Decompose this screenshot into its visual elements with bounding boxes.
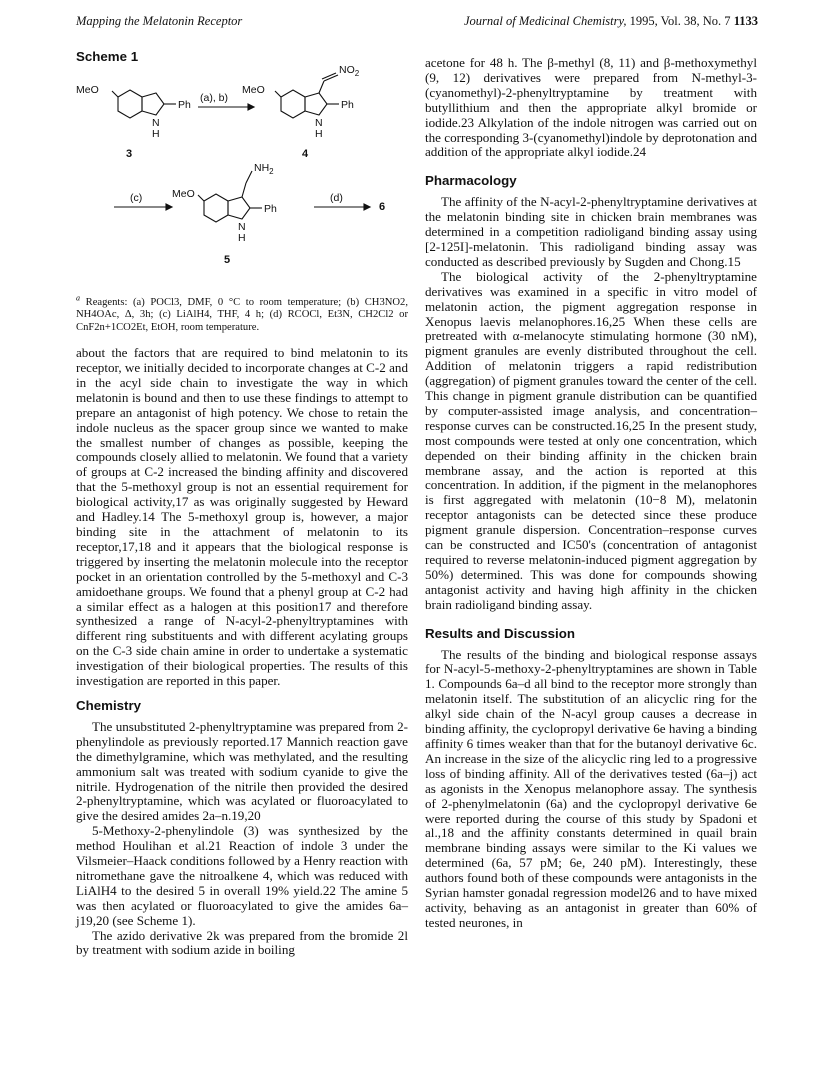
indole-structure-4 — [275, 73, 339, 118]
nh2-label: $NH_2$ — [254, 161, 274, 176]
ph-label-3: Ph — [178, 98, 191, 111]
step-c-label: (c) — [130, 191, 143, 204]
meo-label-3: MeO — [76, 83, 99, 96]
journal-name: Journal of Medicinal Chemistry, — [464, 14, 627, 28]
indole-structure-5 — [198, 171, 262, 222]
pharmacology-paragraph-2: The biological activity of the 2-phenyltryptamine derivatives was examined in a specific in vitro model of melatonin action, the pigment aggregation response in Xenopus laevis melanophores.16,25 When these cells are pretreated with α-melanocyte stimulating hormone (30 nM), pigment granules are evenly distributed throughout the cell. Addition of melatonin triggers a rapid redistribution (aggregation) of pigment granules toward the center of the cell. This change in pigment granule distribution can be quantified by computer-assisted image analysis, and concentration–response curves can be constructed.16,25 In the present study, most compounds were tested at only one concentration, which depended on their binding affinity in the chicken brain membrane assay, and the action is reported at this concentration. In addition, if the pigment in the melanophores is first aggregated with melatonin (10−8 M), melatonin receptor antagonists can be detected since these produce pigment granule dispersion. Concentration–response curves can be constructed and IC50's (concentration of antagonist required to reverse melatonin-induced pigment aggregation by 50%) determined. This was done for compounds showing antagonist activity and having high affinity in the chicken brain radioligand binding assay. — [425, 268, 757, 612]
h-label-4: H — [315, 127, 323, 140]
meo-label-5: MeO — [172, 187, 195, 200]
continued-paragraph: acetone for 48 h. The β-methyl (8, 11) and β-methoxymethyl (9, 12) derivatives were prepared from N-methyl-3-(cyanomethyl)-2-phenyltryptamine by treatment with butyllithium and then the appropriate alkyl bromide or iodide.23 Alkylation of the indole nitrogen was carried out on the corresponding 3-(cyanomethyl)indole by deprotonation and addition of the appropriate alkyl iodide.24 — [425, 55, 757, 160]
compound-3-number: 3 — [126, 147, 133, 160]
indole-structure-3 — [112, 90, 176, 118]
step-ab-label: (a), b) — [200, 91, 229, 104]
results-paragraph-1: The results of the binding and biological response assays for N-acyl-5-methoxy-2-phenyltryptamines are shown in Table 1. Compounds 6a–d all bind to the receptor more strongly than melatonin itself. The substitution of an alicyclic ring for the alkyl side chain of the N-acyl group causes a decrease in binding affinity, the cyclopropyl derivative 6e having a binding affinity 6 times weaker than that for the butanoyl derivative 6c. An increase in the size of the alicyclic ring led to a progressive loss of binding affinity. All of the derivatives tested (6a–j) act as agonists in the Xenopus melanophore assay. The synthesis of 2-phenylmelatonin (6a) and the cyclopropyl derivative 6e were reported during the course of this study by Spadoni et al.,18 and the affinity constants determined in quail brain membrane binding assays were similar to the Ki values we determined (6a, 57 pM; 6e, 240 pM). Interestingly, these authors found both of these compounds were antagonists in the Syrian hamster gonadal regression model26 and to have mixed activity, behaving as an antagonist in greater than 60% of tested neurones, in — [425, 646, 757, 930]
n-label-5: N — [238, 220, 246, 233]
chemistry-heading: Chemistry — [76, 697, 142, 713]
h-label-3: H — [152, 127, 160, 140]
ph-label-5: Ph — [264, 202, 277, 215]
running-header-title: Mapping the Melatonin Receptor — [76, 14, 243, 28]
compound-4-number: 4 — [302, 147, 309, 160]
results-heading: Results and Discussion — [425, 625, 575, 641]
n-label-3: N — [152, 116, 160, 129]
h-label-5: H — [238, 231, 246, 244]
journal-volume: 1995, Vol. 38, No. 7 — [626, 14, 734, 28]
pharmacology-paragraph-1: The affinity of the N-acyl-2-phenyltryptamine derivatives at the melatonin binding site in chicken brain membranes was determined in a competition radioligand binding assay using [2-125I]-melatonin. This radioligand binding assay was conducted as described previously by Sugden and Chong.15 — [425, 194, 757, 269]
left-column — [76, 50, 408, 958]
intro-paragraph: about the factors that are required to bind melatonin to its receptor, we initially decided to incorporate changes at C-2 and in the acyl side chain to investigate the way in which melatonin is bound and then to use these findings to attempt to prepare an antagonist of high potency. We chose to retain the indole nucleus as the spacer group since we wanted to make the smallest number of changes as possible, keeping the compounds closely allied to melatonin. We found that a variety of groups at C-2 increased the binding affinity and discovered that the 5-methoxyl group is not an essential requirement for biological activity,17 as was originally suggested by Heward and Hadley.14 The 5-methoxyl group is, however, a major binding site in the attachment of melatonin to its receptor,17,18 and it appears that the biological response is triggered by inserting the melatonin molecule into the receptor pocket in an orientation controlled by the 5-methoxyl and C-3 amidoethane groups. We found that a phenyl group at C-2 had a similar effect as a halogen at this position17 and therefore synthesized a range of N-acyl-2-phenyltryptamines with different ring substituents and with different acylating groups on the C-3 side chain amine in order to undertake a systematic investigation of their biological properties. The results of this investigation are reported in this paper. — [76, 345, 408, 689]
reaction-scheme — [76, 63, 408, 287]
n-label-4: N — [315, 116, 323, 129]
chemistry-paragraph-3: The azido derivative 2k was prepared from the bromide 2l by treatment with sodium azide in boiling — [76, 927, 408, 958]
compound-6-number: 6 — [379, 200, 386, 213]
no2-label: $NO_2$ — [339, 63, 360, 78]
page-number: 1133 — [733, 14, 758, 28]
ph-label-4: Ph — [341, 98, 354, 111]
scheme-structures — [76, 69, 408, 287]
chemistry-paragraph-2: 5-Methoxy-2-phenylindole (3) was synthesized by the method Houlihan et al.21 Reaction of indole 3 under the Vilsmeier–Haack conditions followed by a Henry reaction with nitromethane gave the nitroalkene 4, which was reduced with LiAlH4 to the desired 5 in overall 19% yield.22 The amine 5 was then acylated or fluoroacylated to give the amides 6a–j19,20 (see Scheme 1). — [76, 823, 408, 928]
meo-label-4: MeO — [242, 83, 265, 96]
running-header-journal — [464, 14, 758, 29]
step-d-label: (d) — [330, 191, 343, 204]
right-column — [425, 56, 757, 931]
chemistry-paragraph-1: The unsubstituted 2-phenyltryptamine was prepared from 2-phenylindole as previously reported.17 Mannich reaction gave the dimethylgramine, which was methylated, and the resulting ammonium salt was treated with sodium cyanide to give the nitrile. Hydrogenation of the nitrile then provided the desired 2-phenyltryptamine, which was acylated or fluoroacylated to give the desired amides 2a–n.19,20 — [76, 718, 408, 824]
scheme-footnote: $^a$ Reagents: (a) POCl3, DMF, 0 °C to room temperature; (b) CH3NO2, NH4OAc, Δ, 3h; (c) LiAlH4, THF, 4 h; (d) RCOCl, Et3N, CH2Cl2 or CnF2n+1CO2Et, EtOH, room temperature. — [76, 293, 408, 333]
scheme-title: Scheme 1 — [76, 49, 139, 64]
compound-5-number: 5 — [224, 253, 231, 266]
pharmacology-heading: Pharmacology — [425, 173, 517, 189]
